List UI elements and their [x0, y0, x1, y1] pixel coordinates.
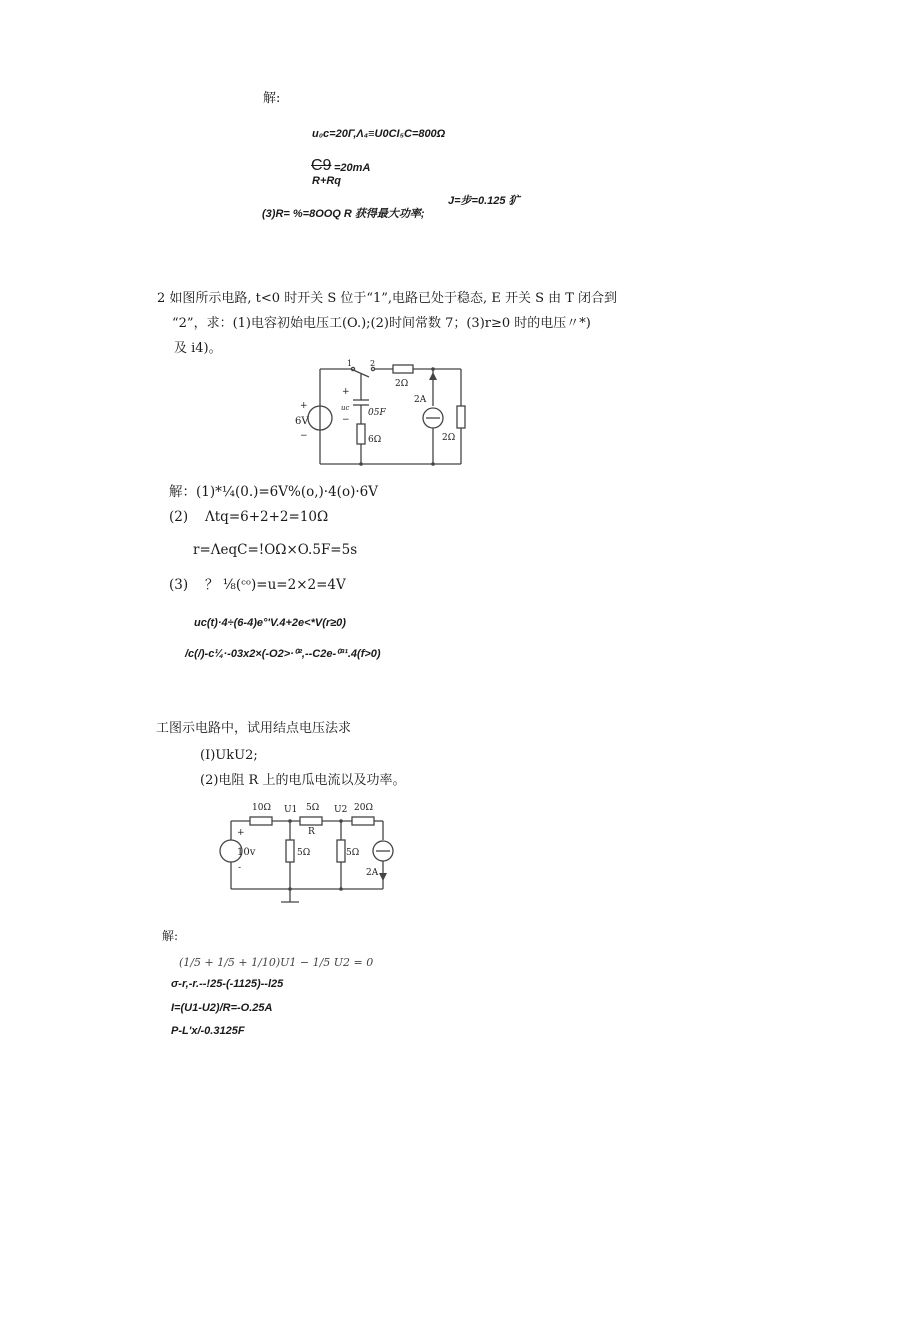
question-2-line-3: 及 i4)。 [174, 341, 222, 356]
resistor-5-label: 5Ω [306, 803, 320, 813]
solution-line-2-denominator: R+Rq [312, 175, 342, 187]
resistor-down-1-label: 5Ω [297, 848, 311, 858]
resistor-down-1-icon [286, 840, 294, 862]
resistor-top-icon [393, 365, 413, 373]
node-1-label: 1 [347, 359, 353, 368]
arrow-up-icon [429, 372, 437, 380]
resistor-6-icon [357, 424, 365, 444]
answer-2-line-6: /c(/)-c¼·-03x2×(-O2>·⁰²,--C2e-⁰³¹.4(f>0) [185, 648, 381, 660]
resistor-down-2-label: 5Ω [346, 848, 360, 858]
solution-label: 解: [263, 91, 281, 106]
resistor-6-label: 6Ω [368, 435, 382, 445]
resistor-20-label: 20Ω [354, 803, 373, 813]
node-u1-label: U1 [284, 805, 298, 815]
node-u2-label: U2 [334, 805, 348, 815]
uc-label: uc [341, 404, 350, 412]
current-source-label: 2A [366, 868, 379, 878]
struck-c9: C9 [311, 157, 332, 174]
arrow-down-icon [379, 873, 387, 881]
answer-2-line-2: Λtq=6+2+2=10Ω [205, 509, 329, 525]
question-3-line-3: (2)电阻 R 上的电瓜电流以及功率。 [200, 773, 406, 788]
question-3-line-2: (I)UkU2; [200, 748, 258, 763]
resistor-top-label: 2Ω [395, 379, 409, 389]
resistor-10-label: 10Ω [252, 803, 271, 813]
answer-2-line-1: 解：(1)*¼(0.)=6V%(o,)·4(o)·6V [169, 484, 378, 500]
solution-line-2: =20mA [334, 162, 371, 174]
resistor-right-icon [457, 406, 465, 428]
circuit-diagram-2 [295, 358, 495, 468]
source-plus: + [237, 828, 245, 838]
source-minus: − [300, 431, 308, 441]
question-2-line-1: 2 如图所示电路, t<0 时开关 S 位于“1”,电路已处于稳态, E 开关 S 由 T 闭合到 [157, 291, 618, 306]
solution-line-1: u₀c=20Γ,Λ₄≡U0CI₅C=800Ω [312, 128, 446, 140]
question-3-line-1: 工图示电路中，试用结点电压法求 [156, 721, 352, 736]
answer-2-line-4: ？ ⅛(ᶜᵒ)=u=2×2=4V [205, 577, 346, 593]
cap-plus: + [342, 387, 350, 397]
nodal-equation: (1/5 + 1/5 + 1/10)U1 − 1/5 U2 = 0 [179, 956, 374, 969]
source-minus: - [238, 863, 242, 873]
resistor-10-icon [250, 817, 272, 825]
solution-3-line-3: I=(U1-U2)/R=-O.25A [171, 1002, 273, 1014]
voltage-source-label: 6V [295, 416, 309, 427]
answer-2-line-5: uc(t)·4÷(6-4)e°'V.4+2e<*V(r≥0) [194, 617, 346, 629]
current-source-label: 2A [414, 395, 427, 405]
circuit-diagram-3 [218, 796, 398, 908]
resistor-R-label: R [308, 827, 315, 837]
question-2-line-2: “2”，求：(1)电容初始电压工(O.);(2)时间常数 7；(3)r≥0 时的电压〃*) [172, 316, 591, 331]
solution-line-3-right: J=步=0.125 犷 [448, 195, 520, 207]
voltage-source-label: 10v [237, 847, 256, 858]
resistor-R-icon [300, 817, 322, 825]
resistor-right-label: 2Ω [442, 433, 456, 443]
cap-minus: − [342, 415, 350, 425]
resistor-down-2-icon [337, 840, 345, 862]
answer-2-num-2: (2) [169, 509, 189, 525]
solution-3-label: 解: [162, 929, 179, 943]
solution-3-line-2: σ-r,-r.--!25-(-1125)--l25 [171, 978, 284, 990]
node-2-label: 2 [370, 359, 376, 368]
resistor-20-icon [352, 817, 374, 825]
solution-3-line-4: P-L'x/-0.3125F [171, 1025, 245, 1037]
answer-2-num-3: (3) [169, 577, 189, 593]
source-plus: + [300, 401, 308, 411]
capacitor-label: 05F [368, 408, 386, 418]
answer-2-line-3: r=ΛeqC=!OΩ×O.5F=5s [193, 542, 358, 558]
solution-line-3: (3)R= %=8OOQ R 获得最大功率; [262, 208, 425, 220]
